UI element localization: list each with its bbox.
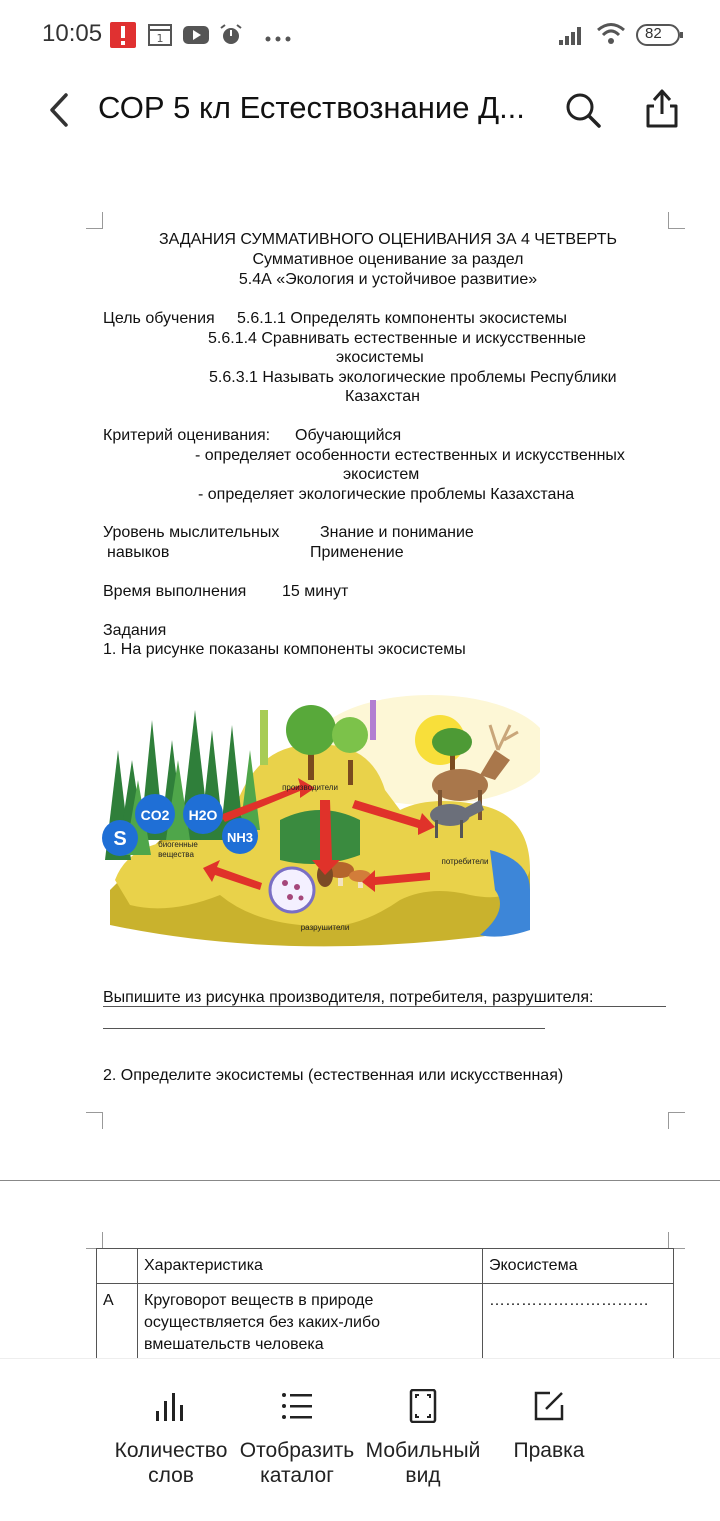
share-icon	[644, 88, 680, 130]
label-producers: производители	[282, 783, 338, 792]
table-header: Экосистема	[483, 1249, 674, 1284]
table-row	[97, 1284, 674, 1363]
crop-mark	[86, 1112, 103, 1129]
level-label: Уровень мыслительных	[103, 524, 280, 541]
table-header: Характеристика	[138, 1249, 483, 1284]
page-separator	[0, 1180, 720, 1181]
signal-icon	[558, 24, 586, 51]
microbe-magnifier	[270, 868, 314, 912]
app-bar	[0, 70, 720, 150]
molecule-nh3: NH3	[226, 830, 254, 845]
task-2: 2. Определите экосистемы (естественная или искусственная)	[103, 1067, 564, 1084]
search-icon	[563, 90, 603, 130]
list-icon	[280, 1389, 314, 1423]
bar-chart-icon	[154, 1389, 188, 1423]
toolbar-label: вид	[405, 1464, 441, 1487]
alarm-icon	[218, 22, 244, 53]
crop-mark	[668, 1232, 685, 1249]
ecosystem-illustration	[100, 690, 540, 960]
label-nutrients: вещества	[158, 850, 194, 859]
svg-text:1: 1	[156, 32, 164, 45]
molecule-h2o: H2O	[188, 807, 218, 823]
level-value: Знание и понимание	[320, 524, 474, 541]
search-button[interactable]	[563, 90, 603, 135]
toolbar-label: Количество	[114, 1439, 228, 1462]
calendar-icon	[147, 22, 173, 53]
toolbar-label: каталог	[260, 1464, 334, 1487]
heading-2: Суммативное оценивание за раздел	[252, 251, 524, 268]
goal-item: экосистемы	[336, 349, 424, 366]
row-letter: А	[97, 1284, 138, 1363]
toolbar-label: Правка	[513, 1439, 585, 1462]
row-text: Круговорот веществ в природе	[144, 1292, 374, 1309]
youtube-icon	[182, 22, 210, 53]
goal-item: Казахстан	[345, 388, 420, 405]
heading-3: 5.4А «Экология и устойчивое развитие»	[238, 271, 538, 288]
document-title: СОР 5 кл Естествознание Д...	[98, 90, 525, 125]
molecule-s: S	[113, 828, 127, 850]
answer-line[interactable]	[103, 1028, 545, 1029]
crop-mark	[668, 212, 685, 229]
tasks-label: Задания	[103, 622, 167, 639]
toolbar-label: Отобразить	[239, 1439, 355, 1462]
time-label: Время выполнения	[103, 583, 247, 600]
mobile-view-icon	[406, 1389, 440, 1423]
goal-item: 5.6.3.1 Называть экологические проблемы Республики	[209, 369, 617, 386]
answer-line[interactable]	[103, 1006, 666, 1007]
row-text: вмешательств человека	[144, 1336, 324, 1353]
status-bar	[0, 0, 720, 70]
label-consumers: потребители	[441, 857, 489, 866]
goal-label: Цель обучения	[103, 310, 215, 327]
goal-item: 5.6.1.4 Сравнивать естественные и искусственные	[208, 330, 586, 347]
toolbar-label: слов	[148, 1464, 194, 1487]
more-notifications-icon	[264, 30, 294, 48]
table-header-row	[97, 1249, 674, 1284]
show-catalog-button[interactable]	[234, 1389, 360, 1488]
bottom-toolbar	[0, 1358, 720, 1521]
back-arrow-icon	[44, 92, 74, 128]
criteria-subject: Обучающийся	[295, 427, 402, 444]
back-button[interactable]	[44, 92, 74, 128]
share-button[interactable]	[644, 88, 680, 135]
criteria-item: - определяет особенности естественных и искусственных	[195, 447, 625, 464]
crop-mark	[86, 212, 103, 229]
wifi-icon	[596, 22, 626, 51]
mobile-view-button[interactable]	[360, 1389, 486, 1488]
row-characteristic	[138, 1284, 483, 1363]
criteria-item: - определяет экологические проблемы Казахстана	[198, 486, 575, 503]
task-1-instruction: Выпишите из рисунка производителя, потребителя, разрушителя:	[103, 989, 594, 1006]
goal-item: 5.6.1.1 Определять компоненты экосистемы	[237, 310, 567, 327]
row-answer[interactable]: …………………………	[483, 1284, 674, 1363]
level-label: навыков	[107, 544, 170, 561]
criteria-item: экосистем	[343, 466, 420, 483]
table-header	[97, 1249, 138, 1284]
task-1: 1. На рисунке показаны компоненты экосистемы	[103, 641, 466, 658]
row-text: осуществляется без каких-либо	[144, 1314, 381, 1331]
battery-level: 82	[645, 25, 662, 42]
crop-mark	[86, 1232, 103, 1249]
crop-mark	[668, 1112, 685, 1129]
ecosystem-table	[96, 1248, 674, 1363]
status-time: 10:05	[42, 20, 103, 47]
criteria-label: Критерий оценивания:	[103, 427, 271, 444]
label-decomposers: разрушители	[300, 923, 350, 932]
alert-icon	[110, 22, 136, 53]
level-value: Применение	[310, 544, 404, 561]
heading-1: ЗАДАНИЯ СУММАТИВНОГО ОЦЕНИВАНИЯ ЗА 4 ЧЕТВЕРТЬ	[159, 231, 617, 248]
time-value: 15 минут	[282, 583, 349, 600]
word-count-button[interactable]	[108, 1389, 234, 1488]
edit-button[interactable]	[486, 1389, 612, 1463]
toolbar-label: Мобильный	[365, 1439, 481, 1462]
molecule-co2: CO2	[140, 807, 170, 823]
battery-indicator	[636, 23, 684, 52]
label-nutrients: биогенные	[158, 840, 198, 849]
edit-icon	[532, 1389, 566, 1423]
